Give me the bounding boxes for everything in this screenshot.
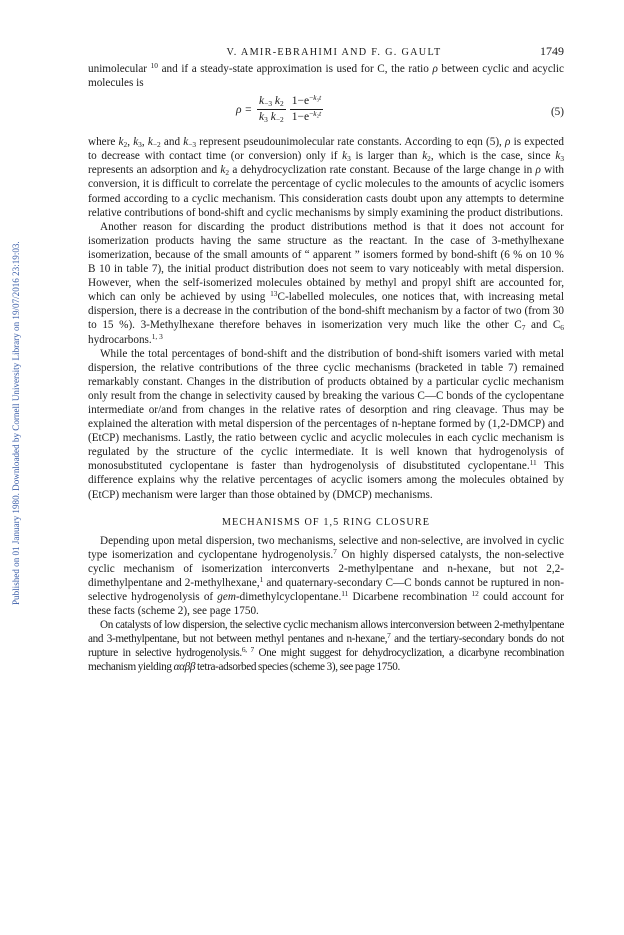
running-header [88,44,564,62]
download-watermark [0,0,20,935]
paragraph-4: While the total percentages of bond-shift and the distribution of bond-shift isomers varied with metal dispersion, the relative contributions of the three cyclic mechanisms (bracketed in table 7) remained remarkably constant. Changes in the distribution of products obtained by a particular cyclic mechanism only result from the change in selectivity caused by breaking the various C—C bonds of the cyclopentane intermediate or/and from changes in the relative rates of desorption and ring cleavage. Thus may be explained the alteration with metal dispersion of the percentages of n-heptane formed by (1,2-DMCP) and (EtCP) mechanisms. Lastly, the ratio between cyclic and acyclic molecules in each cyclic mechanism is regulated by the structure of the cyclic intermediate. It is well known that hydrogenolysis of monosubstituted cyclopentane is faster than hydrogenolysis of disubstituted cyclopentane.$^{11}$ This difference explains why the relative percentages of acyclic isomers among the molecules obtained by (EtCP) mechanism were larger than those obtained by (DMCP) mechanisms. [88,347,564,501]
equation-5 [88,91,564,133]
paragraph-1: unimolecular $^{10}$ and if a steady-state approximation is used for C, the ratio ρ between cyclic and acyclic molecules is [88,61,564,90]
section-heading: MECHANISMS OF 1,5 RING CLOSURE [221,516,431,528]
page-number: 1749 [540,44,564,58]
download-watermark-text: Published on 01 January 1980. Downloaded by Cornell University Library on 19/07/2016 23:19:03. [11,241,21,605]
equation-body: ρ = $\frac{k_{-3} k_2}{k_3 k_{-2}}$ $\frac{1-e^{-k_3t}}{1-e^{-k_2t}}$ [236,93,322,125]
paragraph-6: On catalysts of low dispersion, the selective cyclic mechanism allows interconversion between 2-methylpentane and 3-methylpentane, but not between methyl pentanes and n-hexane,$^7$ and the tertiary-secondary bonds do not rupture in selective hydrogenolysis.$^{6, 7}$ One might suggest for dehydrocyclization, a dicarbyne recombination mechanism yielding ααββ tetra-adsorbed species (scheme 3), see page 1750. [88,619,564,674]
scheme-3-reference: see page 1750. [339,661,400,674]
journal-page [88,44,564,675]
scheme-2-reference: see page 1750. [192,605,259,618]
equation-label: (5) [550,106,564,119]
running-header-authors: V. AMIR-EBRAHIMI AND F. G. GAULT [226,47,442,58]
fraction-rate-constants: $\frac{k_{-3} k_2}{k_3 k_{-2}}$ [259,95,284,125]
fraction-exponentials: $\frac{1-e^{-k_3t}}{1-e^{-k_2t}}$ [291,93,322,124]
paragraph-3: Another reason for discarding the product distributions method is that it does not account for isomerization products having the same structure as the reactant. In the case of 3-methylhexane isomerization, because of the small amounts of “ apparent ” isomers formed by bond-shift (6 % on 10 % B 10 in table 7), the initial product distribution does not seem to vary noticeably with metal dispersion. However, when the self-isomerized molecules obtained by methyl and propyl shift are accounted for, which can only be achieved by using $^{13}$C-labelled molecules, one notices that, with increasing metal dispersion, there is a decrease in the contribution of the bond-shift mechanism by a factor of two (from 30 to 15 %). 3-Methylhexane therefore behaves in isomerization very much like the other $C_7$ and $C_6$ hydrocarbons.$^{1, 3}$ [88,220,564,346]
paragraph-5: Depending upon metal dispersion, two mechanisms, selective and non-selective, are involved in cyclic type isomerization and cyclopentane hydrogenolysis.$^7$ On highly dispersed catalysts, the non-selective cyclic mechanism of isomerization interconverts 2-methylpentane and n-hexane, but not 2,2-dimethylpentane and 2-methylhexane,$^1$ and quaternary-secondary C—C bonds cannot be ruptured in non-selective hydrogenolysis of gem-dimethylcyclopentane.$^{11}$ Dicarbene recombination $^{12}$ could account for these facts (scheme 2), see page 1750. [88,534,564,618]
paragraph-2: where $k_2$, $k_3$, $k_{-2}$ and $k_{-3}$ represent pseudounimolecular rate constants. According to eqn (5), ρ is expected to decrease with contact time (or conversion) only if $k_3$ is larger than $k_2$, which is the case, since $k_3$ represents an adsorption and $k_2$ a dehydrocyclization rate constant. Because of the large change in ρ with conversion, it is difficult to correlate the percentage of cyclic molecules to the amounts of acyclic isomers formed according to a cyclic mechanism. This consideration casts doubt upon any attempts to determine relative contributions of bond-shift and cyclic mechanisms by simply examining the product distributions. [88,136,565,219]
